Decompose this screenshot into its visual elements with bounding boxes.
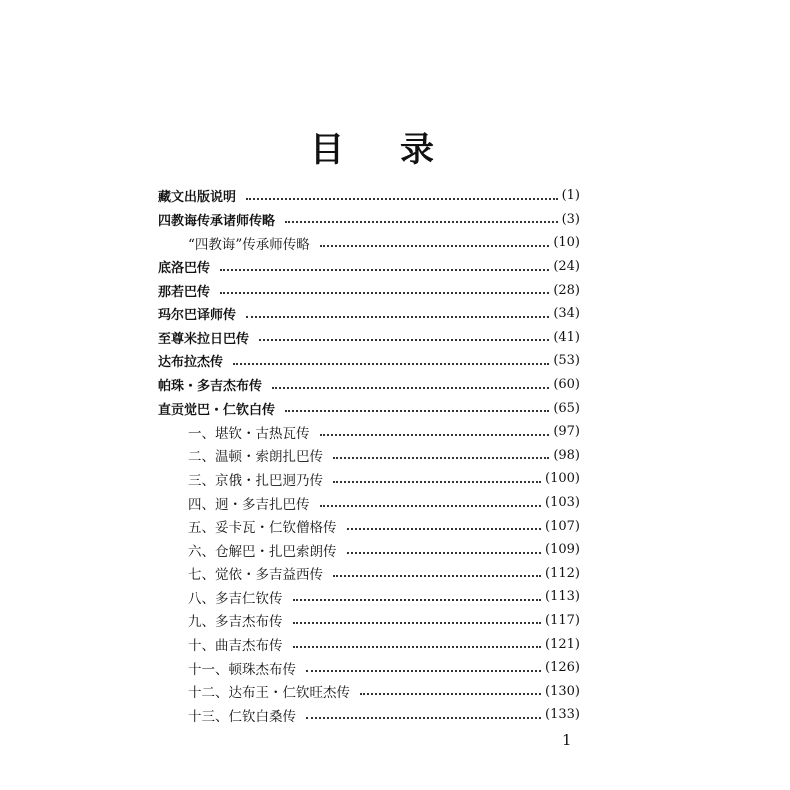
toc-entry-page: (121) [545,636,580,652]
dot-leader [320,245,550,247]
toc-entry [158,326,580,350]
toc-entry [158,444,580,468]
toc-entry [158,491,580,515]
toc-entry-page: (113) [545,589,580,605]
dot-leader [233,363,549,365]
toc-entry-page: (3) [561,211,580,227]
toc-entry [158,562,580,586]
toc-entry-label: 那若巴传 [158,284,211,300]
dot-leader [347,552,542,554]
toc-entry-label: 藏文出版说明 [158,190,237,206]
toc-entry [158,420,580,444]
dot-leader [306,717,541,719]
toc-entry [158,609,580,633]
toc-entry [158,278,580,302]
toc-entry-page: (107) [545,518,580,534]
toc-entry-label: 十三、仁钦白桑传 [188,708,296,725]
page-number: 1 [562,731,572,749]
toc-entry-label: 八、多吉仁钦传 [188,590,283,607]
toc-entry-page: (65) [553,400,580,416]
toc-entry-label: 七、觉依・多吉益西传 [188,567,323,584]
toc-entry-page: (28) [553,282,580,298]
toc-entry-page: (117) [545,612,580,628]
dot-leader [246,198,558,200]
toc-entry-label: 五、妥卡瓦・仁钦僧格传 [188,520,337,537]
toc-entry-label: 一、堪钦・古热瓦传 [188,425,310,442]
dot-leader [360,693,541,695]
toc-entry [158,184,580,208]
toc-entry [158,255,580,279]
toc-entry-page: (112) [545,565,580,581]
toc-entry-page: (24) [553,259,580,275]
toc-entry [158,679,580,703]
toc-entry-label: 四、迥・多吉扎巴传 [188,496,310,513]
toc-entry-page: (126) [545,660,580,676]
toc-entry-page: (34) [553,306,580,322]
dot-leader [220,269,549,271]
toc-entry [158,302,580,326]
toc-entry [158,703,580,727]
table-of-contents [158,184,580,727]
toc-entry [158,585,580,609]
toc-entry-label: 十一、顿珠杰布传 [188,661,296,678]
toc-entry-page: (53) [553,353,580,369]
toc-entry-label: 十、曲吉杰布传 [188,638,283,655]
toc-entry-label: 九、多吉杰布传 [188,614,283,631]
dot-leader [333,481,541,483]
toc-entry-label: 帕珠・多吉杰布传 [158,379,263,395]
toc-entry-label: 二、温顿・索朗扎巴传 [188,449,323,466]
title-char-1: 目 [310,130,344,170]
dot-leader [220,292,549,294]
toc-entry-page: (133) [545,707,580,723]
dot-leader [347,528,542,530]
dot-leader [320,434,550,436]
toc-entry-label: 四教诲传承诸师传略 [158,213,276,229]
dot-leader [293,646,542,648]
toc-entry [158,656,580,680]
toc-entry-label: 达布拉杰传 [158,355,224,371]
toc-entry-label: “四教诲”传承师传略 [188,236,310,253]
dot-leader [285,410,549,412]
toc-entry-page: (103) [545,495,580,511]
toc-entry [158,396,580,420]
dot-leader [320,505,542,507]
dot-leader [246,316,549,318]
toc-entry-page: (100) [545,471,580,487]
toc-entry-page: (1) [561,188,580,204]
toc-entry [158,538,580,562]
title-char-2: 录 [400,130,434,170]
dot-leader [306,670,541,672]
dot-leader [285,221,558,223]
toc-entry [158,208,580,232]
toc-entry-page: (10) [553,235,580,251]
toc-entry-page: (41) [553,329,580,345]
dot-leader [259,339,549,341]
toc-entry-label: 至尊米拉日巴传 [158,331,250,347]
toc-entry-page: (109) [545,542,580,558]
toc-entry [158,349,580,373]
toc-entry [158,467,580,491]
toc-entry-label: 十二、达布王・仁钦旺杰传 [188,685,350,702]
toc-entry-page: (130) [545,683,580,699]
toc-entry [158,373,580,397]
dot-leader [272,387,549,389]
toc-entry [158,514,580,538]
dot-leader [293,599,542,601]
toc-entry-label: 直贡觉巴・仁钦白传 [158,402,276,418]
toc-entry-page: (60) [553,377,580,393]
toc-entry-page: (97) [553,424,580,440]
toc-entry [158,632,580,656]
dot-leader [293,622,542,624]
toc-entry-page: (98) [553,447,580,463]
toc-entry-label: 玛尔巴译师传 [158,308,237,324]
dot-leader [333,457,549,459]
toc-entry-label: 底洛巴传 [158,261,211,277]
toc-entry [158,231,580,255]
toc-entry-label: 六、仓解巴・扎巴索朗传 [188,543,337,560]
toc-entry-label: 三、京俄・扎巴迥乃传 [188,472,323,489]
dot-leader [333,575,541,577]
